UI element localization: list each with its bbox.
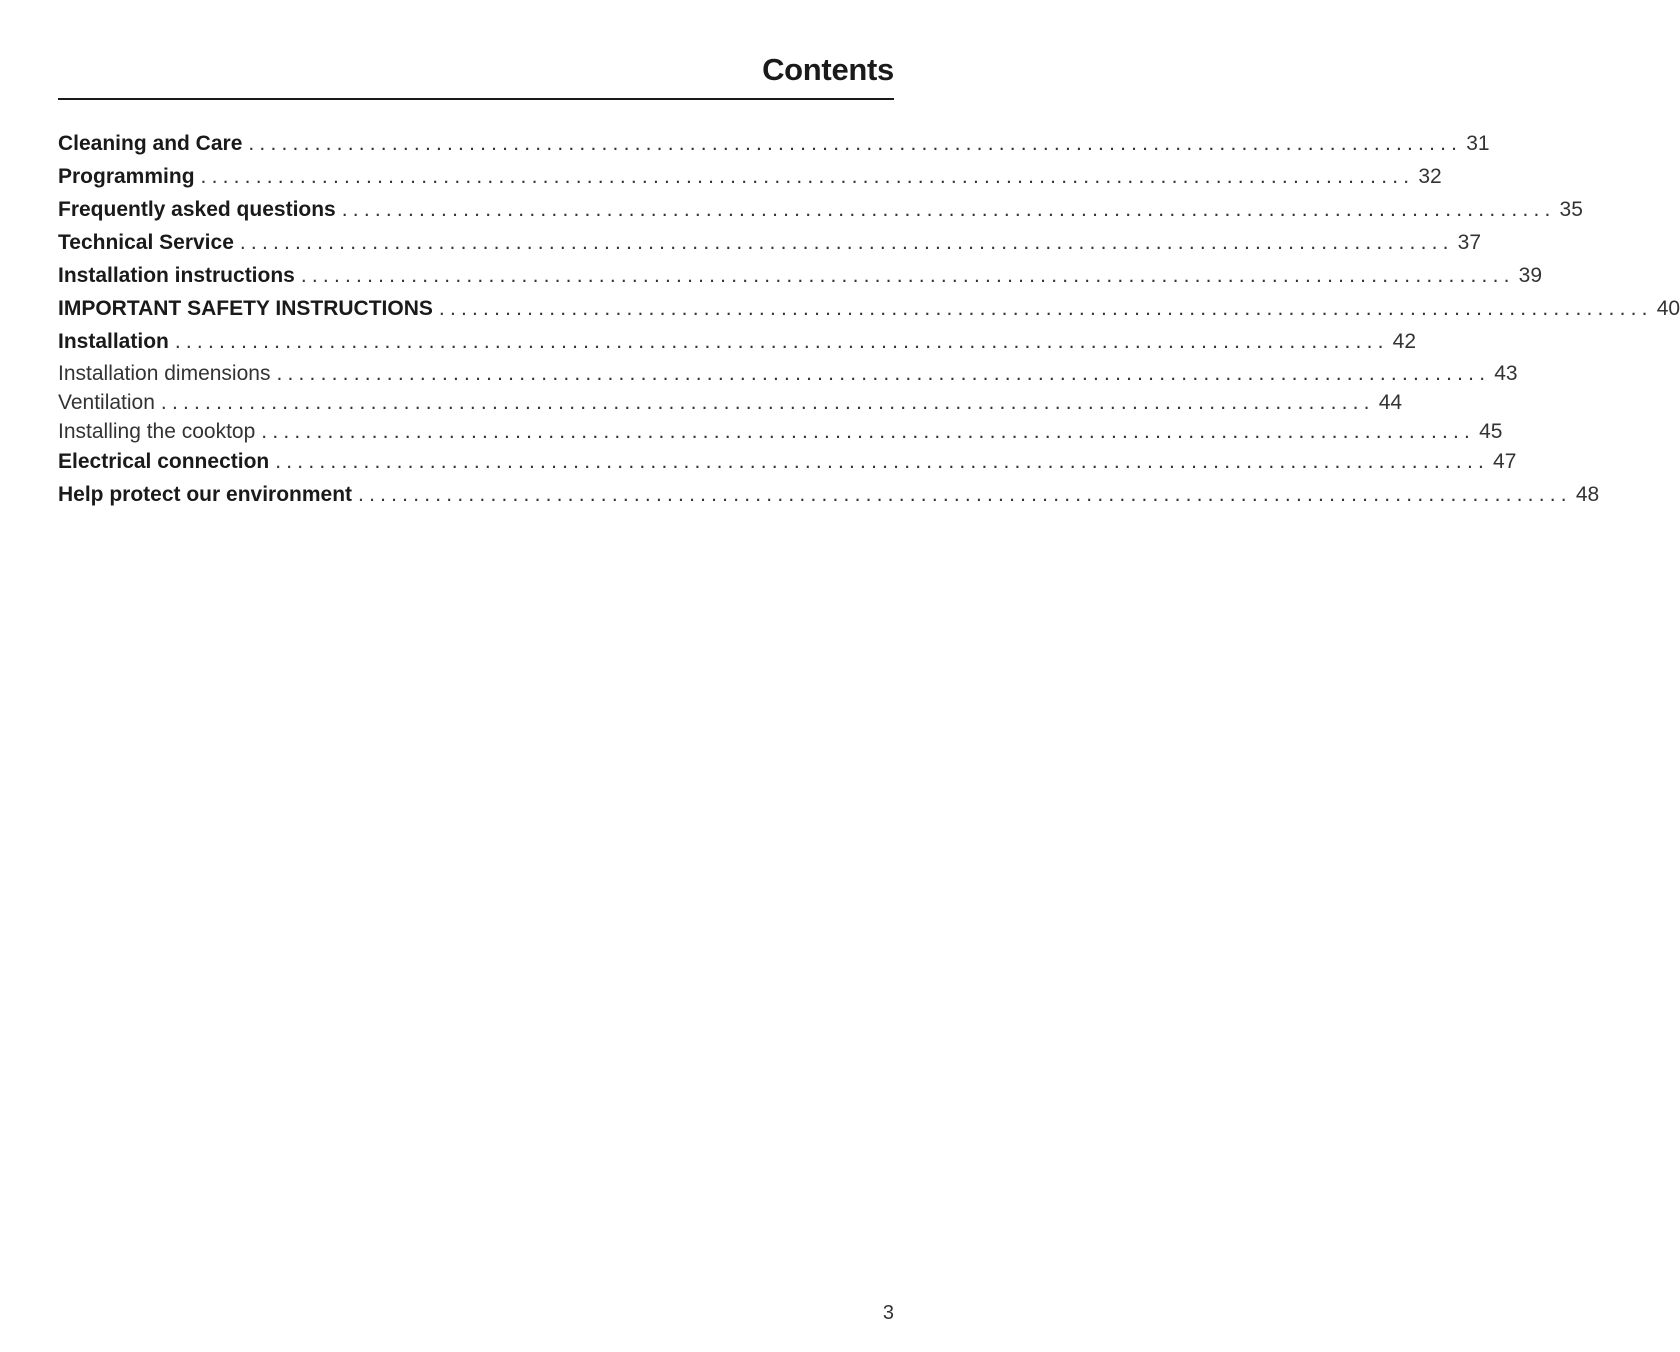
page-title: Contents — [762, 52, 894, 87]
dot-leader: .............................................................................................................. — [276, 362, 1491, 385]
toc-entry-label: Cleaning and Care — [58, 132, 243, 155]
table-of-contents — [58, 130, 1680, 514]
title-divider — [58, 98, 894, 100]
toc-subentry[interactable] — [58, 389, 1403, 419]
toc-subentry[interactable] — [58, 418, 1503, 448]
toc-entry-label: Installation instructions — [58, 264, 295, 287]
toc-entry[interactable] — [58, 328, 1417, 361]
dot-leader: .............................................................................................................. — [239, 231, 1454, 254]
dot-leader: .............................................................................................................. — [438, 297, 1653, 320]
dot-leader: .............................................................................................................. — [275, 450, 1490, 473]
toc-entry-page: 44 — [1378, 391, 1403, 414]
toc-entry-page: 47 — [1493, 450, 1517, 473]
toc-entry-label: Frequently asked questions — [58, 198, 336, 221]
dot-leader: .............................................................................................................. — [174, 330, 1389, 353]
toc-entry-page: 31 — [1466, 132, 1490, 155]
toc-entry[interactable] — [58, 295, 1680, 328]
toc-entry-label: Technical Service — [58, 231, 234, 254]
toc-entry-label: Installation dimensions — [58, 362, 271, 385]
toc-entry-page: 48 — [1575, 483, 1600, 506]
toc-entry[interactable] — [58, 196, 1583, 229]
toc-entry-page: 42 — [1392, 330, 1417, 353]
dot-leader: .............................................................................................................. — [248, 132, 1463, 155]
dot-leader: .............................................................................................................. — [300, 264, 1515, 287]
toc-entry[interactable] — [58, 130, 1490, 163]
toc-entry-label: Ventilation — [58, 391, 155, 414]
dot-leader: .............................................................................................................. — [261, 420, 1476, 443]
toc-entry-label: Installing the cooktop — [58, 420, 256, 443]
toc-entry-page: 32 — [1418, 165, 1442, 188]
dot-leader: .............................................................................................................. — [200, 165, 1415, 188]
toc-entry-page: 37 — [1457, 231, 1482, 254]
dot-leader: .............................................................................................................. — [358, 483, 1572, 506]
toc-entry-label: Electrical connection — [58, 450, 270, 473]
toc-entry-label: Help protect our environment — [58, 483, 353, 506]
toc-entry-page: 35 — [1559, 198, 1583, 221]
toc-entry[interactable] — [58, 163, 1442, 196]
toc-entry-page: 40 — [1656, 297, 1680, 320]
page-number: 3 — [882, 1302, 894, 1324]
toc-entry[interactable] — [58, 262, 1543, 295]
toc-entry-page: 43 — [1494, 362, 1518, 385]
dot-leader: .............................................................................................................. — [341, 198, 1556, 221]
toc-entry-label: Programming — [58, 165, 195, 188]
dot-leader: .............................................................................................................. — [160, 391, 1375, 414]
toc-entry-page: 39 — [1518, 264, 1543, 287]
toc-subentry[interactable] — [58, 360, 1518, 390]
toc-entry-page: 45 — [1479, 420, 1503, 443]
toc-entry-label: Installation — [58, 330, 169, 353]
toc-entry[interactable] — [58, 229, 1482, 262]
toc-entry-label: IMPORTANT SAFETY INSTRUCTIONS — [58, 297, 433, 320]
toc-entry[interactable] — [58, 481, 1600, 514]
toc-entry[interactable] — [58, 448, 1517, 481]
